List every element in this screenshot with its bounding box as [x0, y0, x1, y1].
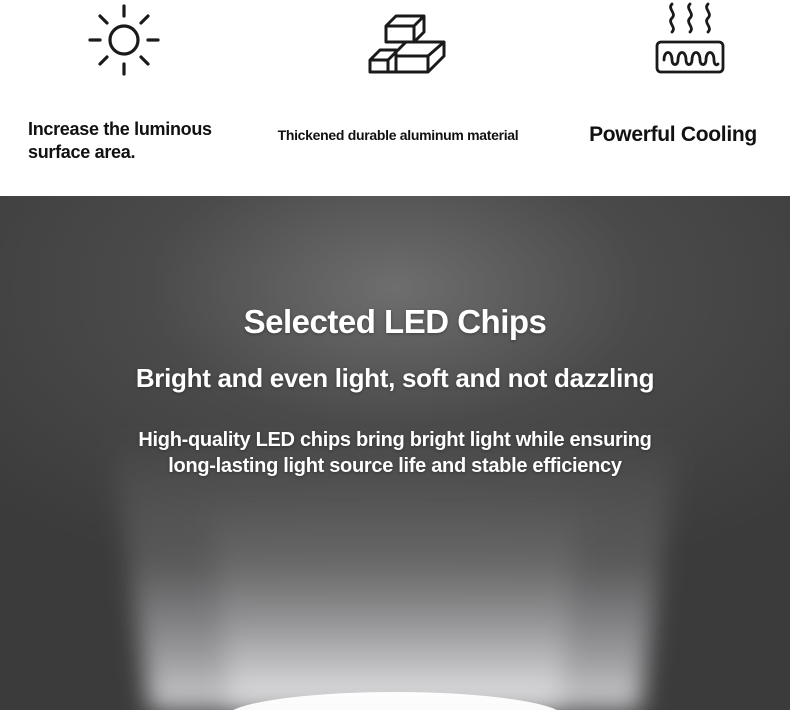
heat-cooling-icon	[650, 0, 730, 78]
banner-description	[0, 427, 790, 479]
stacked-boxes-icon	[366, 12, 448, 76]
feature-label-aluminum-material: Thickened durable aluminum material	[277, 127, 519, 143]
feature-label-cooling: Powerful Cooling	[589, 123, 757, 146]
led-chips-banner	[0, 196, 790, 710]
banner-description-line-2: long-lasting light source life and stable efficiency	[168, 455, 622, 477]
banner-description-line-1: High-quality LED chips bring bright light while ensuring	[138, 429, 652, 451]
banner-title: Selected LED Chips	[243, 303, 547, 340]
banner-subtitle: Bright and even light, soft and not dazzling	[135, 363, 655, 393]
feature-label-luminous-area: Increase the luminous surface area.	[28, 119, 212, 162]
feature-strip	[0, 0, 790, 196]
sun-icon	[86, 2, 162, 78]
